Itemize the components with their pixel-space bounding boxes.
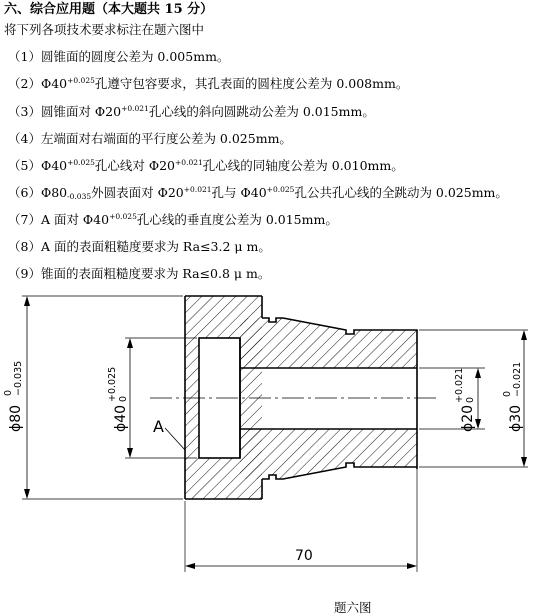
tolerance-sup: +0.025 — [109, 212, 137, 221]
tolerance-sup: +0.025 — [67, 158, 95, 167]
item-number: （7） — [8, 212, 41, 227]
svg-text:+0.021: +0.021 — [454, 367, 465, 403]
question-title: 六、综合应用题（本大题共 15 分） — [4, 2, 214, 17]
label-a-leader — [165, 428, 185, 450]
item-text: 外圆表面对 Φ20 — [91, 185, 184, 200]
svg-text:0: 0 — [502, 390, 513, 397]
item-text: Φ80 — [40, 185, 68, 200]
item-text: 孔心线的同轴度公差为 0.010mm。 — [202, 158, 404, 173]
item-text: 孔遵守包容要求，其孔表面的圆柱度公差为 0.008mm。 — [94, 76, 409, 91]
question-intro: 将下列各项技术要求标注在题六图中 — [4, 22, 205, 37]
svg-text:ϕ30: ϕ30 — [508, 404, 524, 432]
item-text: 孔心线的斜向圆跳动公差为 0.015mm。 — [148, 104, 375, 119]
item-number: （8） — [8, 239, 41, 254]
item-number: （1） — [8, 49, 41, 64]
dim-phi80 — [3, 361, 24, 432]
svg-text:−0.035: −0.035 — [13, 360, 24, 396]
dim-phi20 — [454, 368, 476, 432]
item-text: 孔心线的垂直度公差为 0.015mm。 — [136, 212, 338, 227]
item-number: （9） — [8, 266, 41, 281]
item-text: Φ40 — [40, 76, 68, 91]
dim-phi40 — [107, 367, 129, 432]
svg-text:0: 0 — [118, 395, 129, 402]
tolerance-sup: +0.021 — [183, 185, 212, 194]
tolerance-sup: +0.025 — [67, 76, 95, 85]
item-text: Φ40 — [40, 158, 68, 173]
item-text: 孔心线对 Φ20 — [94, 158, 176, 173]
item-number: （3） — [8, 104, 41, 119]
item-number: （2） — [8, 76, 41, 91]
figure-caption: 题六图 — [334, 600, 372, 615]
item-number: （6） — [8, 185, 41, 200]
item-text: 锥面的表面粗糙度要求为 Ra≤0.8 μ m。 — [40, 266, 271, 281]
svg-text:+0.025: +0.025 — [107, 366, 118, 402]
item-text: 左端面对右端面的平行度公差为 0.025mm。 — [40, 131, 292, 146]
item-text: A 面对 Φ40 — [40, 212, 110, 227]
svg-text:0: 0 — [3, 389, 14, 396]
svg-text:ϕ20: ϕ20 — [460, 404, 476, 432]
item-text: 圆锥面的圆度公差为 0.005mm。 — [40, 49, 230, 64]
tolerance-sup: +0.021 — [121, 104, 149, 113]
label-a: A — [153, 417, 164, 436]
tolerance-sup: +0.021 — [175, 158, 203, 167]
tolerance-sup: +0.025 — [266, 185, 295, 194]
item-text: 圆锥面对 Φ20 — [40, 104, 122, 119]
item-number: （4） — [8, 131, 41, 146]
tolerance-sub: -0.035 — [67, 192, 92, 201]
dim-length: 70 — [295, 548, 313, 564]
dim-phi30 — [502, 362, 524, 432]
item-number: （5） — [8, 158, 41, 173]
svg-text:0: 0 — [465, 396, 476, 403]
svg-text:ϕ80: ϕ80 — [8, 404, 24, 432]
item-text: A 面的表面粗糙度要求为 Ra≤3.2 μ m。 — [40, 239, 271, 254]
section-hatching — [185, 296, 417, 499]
item-text: 孔与 Φ40 — [211, 185, 267, 200]
item-text: 孔公共孔心线的全跳动为 0.025mm。 — [294, 185, 508, 200]
svg-text:ϕ40: ϕ40 — [113, 404, 129, 432]
svg-text:−0.021: −0.021 — [512, 361, 523, 397]
